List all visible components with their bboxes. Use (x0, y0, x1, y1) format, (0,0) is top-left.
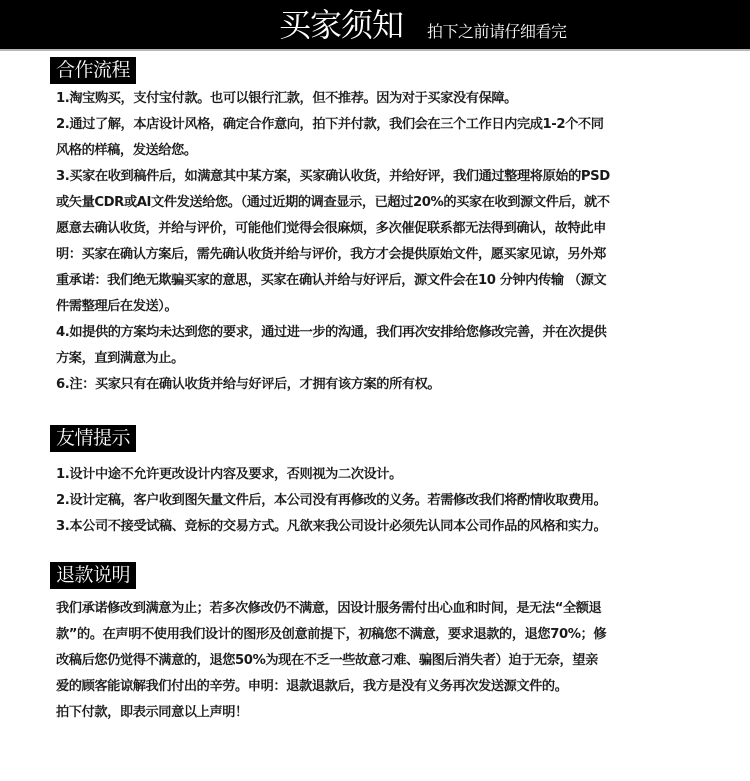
section-label-cooperation-process: 合作流程 (50, 57, 136, 84)
paragraph-line: 我们承诺修改到满意为止；若多次修改仍不满意，因设计服务需付出心血和时间，是无法“全额退 (56, 601, 602, 616)
paragraph-line: 3.本公司不接受试稿、竞标的交易方式。凡欲来我公司设计必须先认同本公司作品的风格和实力。 (56, 519, 607, 534)
section-label-friendly-tips: 友情提示 (50, 425, 136, 452)
paragraph-line: 1.淘宝购买，支付宝付款。也可以银行汇款，但不推荐。因为对于买家没有保障。 (56, 91, 517, 106)
paragraph-line: 或矢量CDR或AI文件发送给您。（通过近期的调查显示，已超过20%的买家在收到源文件后，就不 (56, 195, 610, 210)
paragraph-line: 款”的。在声明不使用我们设计的图形及创意前提下，初稿您不满意，要求退款的，退您70%；修 (56, 627, 607, 642)
paragraph-line: 拍下付款，即表示同意以上声明！ (56, 705, 248, 720)
paragraph-line: 3.买家在收到稿件后，如满意其中某方案，买家确认收货，并给好评，我们通过整理将原始的PSD (56, 169, 610, 184)
header-divider (0, 49, 750, 51)
paragraph-line: 2.设计定稿，客户收到图矢量文件后，本公司没有再修改的义务。若需修改我们将酌情收取费用。 (56, 493, 607, 508)
section-refund-policy-body (56, 596, 696, 726)
paragraph-line: 爱的顾客能谅解我们付出的辛劳。申明：退款退款后，我方是没有义务再次发送源文件的。 (56, 679, 568, 694)
paragraph-line: 4.如提供的方案均未达到您的要求，通过进一步的沟通，我们再次安排给您修改完善，并在次提供 (56, 325, 607, 340)
section-friendly-tips-body (56, 462, 696, 540)
paragraph-line: 2.通过了解，本店设计风格，确定合作意向，拍下并付款，我们会在三个工作日内完成1-2个不同 (56, 117, 604, 132)
paragraph-line: 方案，直到满意为止。 (56, 351, 184, 366)
section-cooperation-process-body (56, 86, 696, 398)
section-label-refund-policy: 退款说明 (50, 562, 136, 589)
paragraph-line: 愿意去确认收货，并给与评价，可能他们觉得会很麻烦，多次催促联系都无法得到确认，故特此申 (56, 221, 606, 236)
page-title: 买家须知 (279, 6, 404, 44)
paragraph-line: 重承诺：我们绝无欺骗买家的意思，买家在确认并给与好评后，源文件会在10 分钟内传输 （源文 (56, 273, 607, 288)
paragraph-line: 件需整理后在发送）。 (56, 299, 178, 314)
header-banner (0, 0, 750, 49)
page-subtitle: 拍下之前请仔细看完 (427, 22, 567, 41)
paragraph-line: 明：买家在确认方案后，需先确认收货并给与评价，我方才会提供原始文件，愿买家见谅，另外郑 (56, 247, 606, 262)
paragraph-line: 风格的样稿，发送给您。 (56, 143, 197, 158)
paragraph-line: 1.设计中途不允许更改设计内容及要求，否则视为二次设计。 (56, 467, 402, 482)
paragraph-line: 改稿后您仍觉得不满意的，退您50%为现在不乏一些故意刁难、骗图后消失者）迫于无奈，望亲 (56, 653, 598, 668)
paragraph-line: 6.注：买家只有在确认收货并给与好评后，才拥有该方案的所有权。 (56, 377, 441, 392)
